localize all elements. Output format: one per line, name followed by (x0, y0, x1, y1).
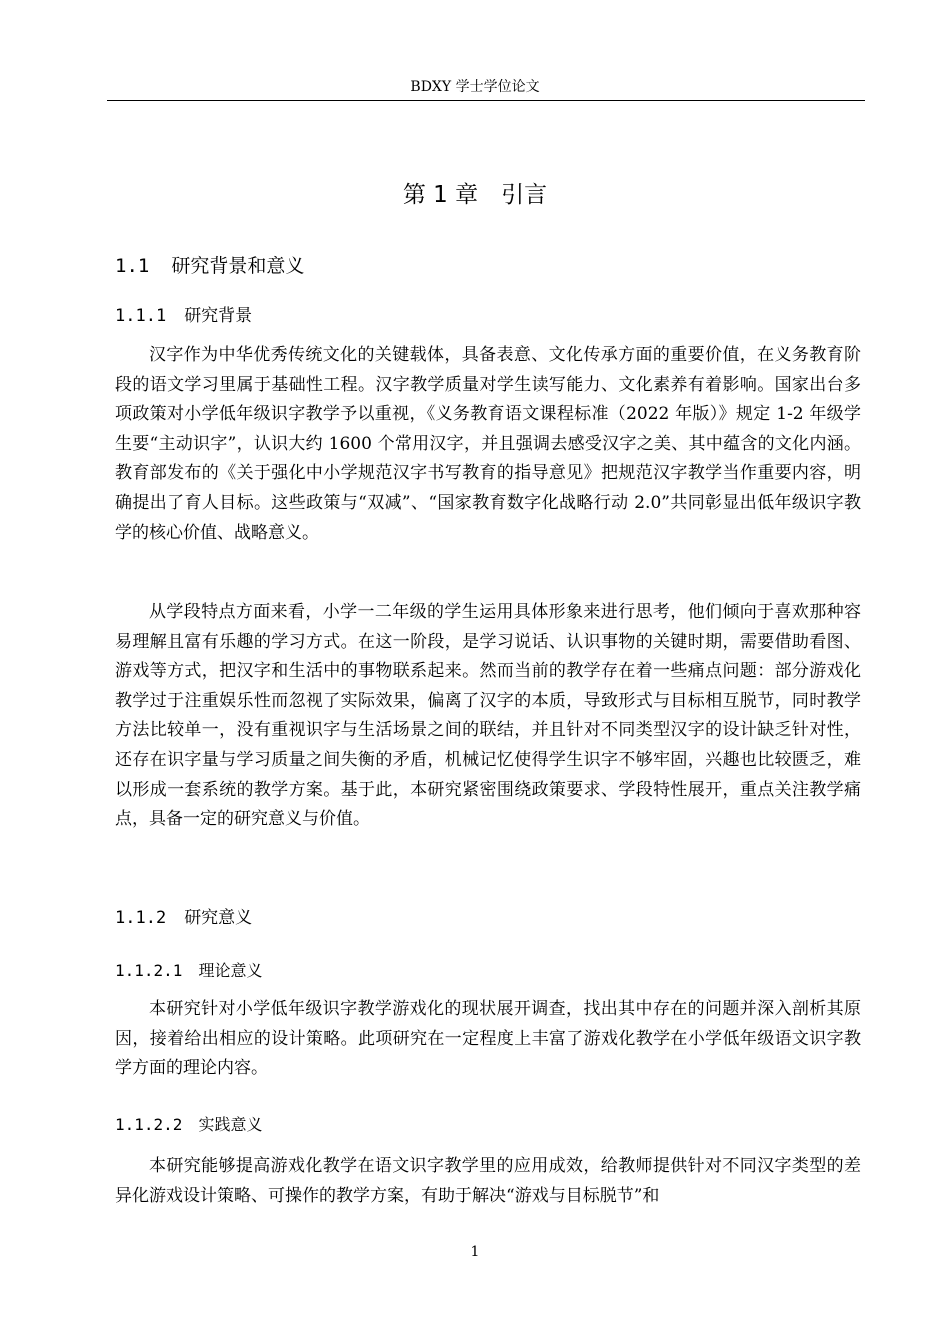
section-heading-1-1-2-1 (115, 960, 262, 982)
section-heading-1-1-2 (115, 906, 252, 930)
section-number: 1.1.2.2 (115, 1115, 183, 1134)
section-heading-1-1-2-2 (115, 1114, 262, 1136)
paragraph-theory: 本研究针对小学低年级识字教学游戏化的现状展开调查，找出其中存在的问题并深入剖析其原因，接着给出相应的设计策略。此项研究在一定程度上丰富了游戏化教学在小学低年级语文识字教学方面的理论内容。 (115, 999, 861, 1079)
section-number: 1.1.2.1 (115, 961, 183, 980)
paragraph-background-1: 汉字作为中华优秀传统文化的关键载体，具备表意、文化传承方面的重要价值，在义务教育阶段的语文学习里属于基础性工程。汉字教学质量对学生读写能力、文化素养有着影响。国家出台多项政策对小学低年级识字教学予以重视，《义务教育语文课程标准（2022 年版）》规定 1-2 年级学生要“主动识字”，认识大约 1600 个常用汉字，并且强调去感受汉字之美、其中蕴含的文化内涵。教育部发布的《关于强化中小学规范汉字书写教育的指导意见》把规范汉字教学当作重要内容，明确提出了育人目标。这些政策与“双减”、“国家教育数字化战略行动 2.0”共同彰显出低年级识字教学的核心价值、战略意义。 (115, 345, 861, 543)
section-title: 研究背景和意义 (171, 255, 305, 277)
running-header: BDXY 学士学位论文 (410, 79, 540, 95)
chapter-title: 第 1 章 引言 (402, 182, 548, 208)
section-title: 研究意义 (184, 908, 253, 928)
section-title: 理论意义 (198, 961, 263, 980)
section-number: 1.1.2 (115, 908, 167, 928)
header-rule (107, 100, 865, 101)
section-number: 1.1.1 (115, 306, 167, 326)
paragraph-practice: 本研究能够提高游戏化教学在语文识字教学里的应用成效，给教师提供针对不同汉字类型的差异化游戏设计策略、可操作的教学方案，有助于解决“游戏与目标脱节”和 (115, 1156, 861, 1206)
section-number: 1.1 (115, 255, 150, 277)
page-number: 1 (470, 1244, 480, 1260)
section-heading-1-1 (115, 253, 304, 279)
section-title: 实践意义 (198, 1115, 263, 1134)
paragraph-background-2: 从学段特点方面来看，小学一二年级的学生运用具体形象来进行思考，他们倾向于喜欢那种容易理解且富有乐趣的学习方式。在这一阶段，是学习说话、认识事物的关键时期，需要借助看图、游戏等方式，把汉字和生活中的事物联系起来。然而当前的教学存在着一些痛点问题：部分游戏化教学过于注重娱乐性而忽视了实际效果，偏离了汉字的本质，导致形式与目标相互脱节，同时教学方法比较单一，没有重视识字与生活场景之间的联结，并且针对不同类型汉字的设计缺乏针对性，还存在识字量与学习质量之间失衡的矛盾，机械记忆使得学生识字不够牢固，兴趣也比较匮乏，难以形成一套系统的教学方案。基于此，本研究紧密围绕政策要求、学段特性展开，重点关注教学痛点，具备一定的研究意义与价值。 (115, 602, 861, 830)
section-title: 研究背景 (184, 306, 253, 326)
section-heading-1-1-1 (115, 304, 252, 328)
